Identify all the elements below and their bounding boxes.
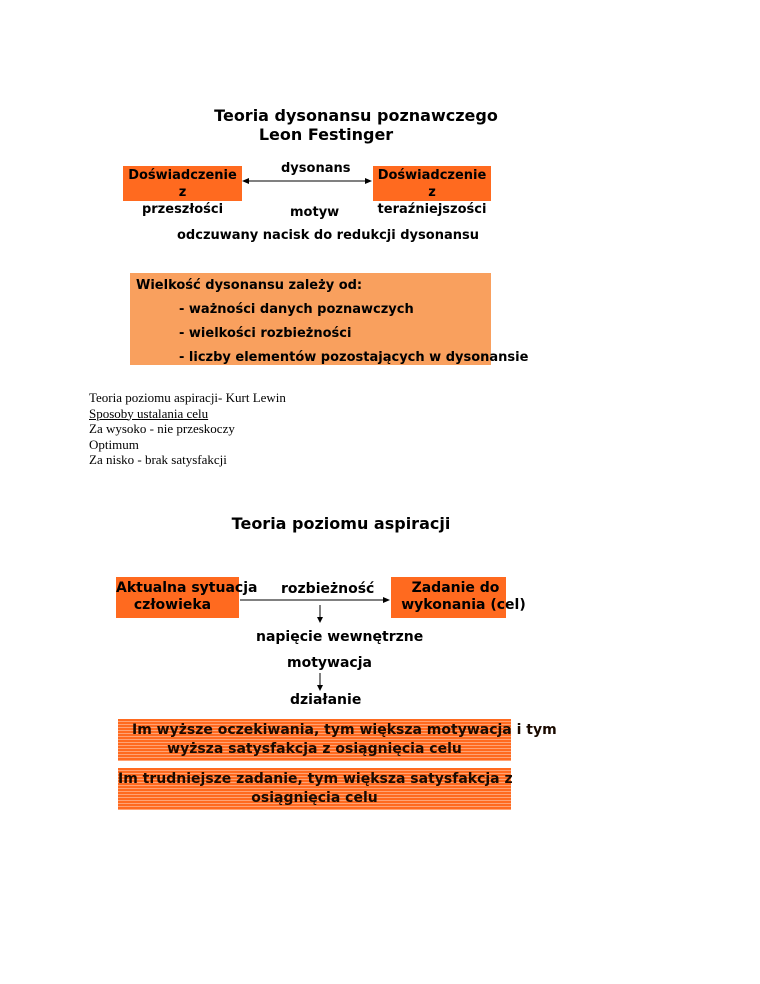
discrepancy-label: rozbieżność	[281, 581, 375, 597]
note-line: Za wysoko - nie przeskoczy	[89, 421, 235, 436]
dissonance-label: dysonans	[281, 161, 351, 176]
expectation-banner-line2: wyższa satysfakcja z osiągnięcia celu	[167, 741, 462, 757]
note-line: Za nisko - brak satysfakcji	[89, 452, 227, 467]
note-line-underlined: Sposoby ustalania celu	[89, 405, 209, 421]
expectation-banner-line1: Im wyższe oczekiwania, tym większa motywacja i tym	[132, 722, 557, 738]
motivation-label: motywacja	[287, 655, 372, 671]
motive-label: motyw	[290, 205, 340, 220]
current-situation-line1: Aktualna sytuacja	[116, 580, 258, 596]
difficulty-banner-line2: osiągnięcia celu	[251, 790, 378, 806]
task-goal-line1: Zadanie do	[411, 580, 500, 596]
note-line: Teoria poziomu aspiracji- Kurt Lewin	[89, 390, 286, 405]
panel-item: - liczby elementów pozostających w dysonansie	[179, 350, 529, 365]
lewin-title: Teoria poziomu aspiracji	[231, 514, 451, 533]
current-situation-line2: człowieka	[133, 597, 212, 613]
note-line: Optimum	[89, 436, 139, 452]
past-experience-line2: przeszłości	[141, 202, 224, 217]
difficulty-banner-line1: Im trudniejsze zadanie, tym większa satysfakcja z	[118, 771, 513, 787]
present-experience-line1: Doświadczenie z	[377, 168, 487, 200]
present-experience-line2: teraźniejszości	[377, 202, 487, 217]
reduction-pressure-label: odczuwany nacisk do redukcji dysonansu	[177, 228, 479, 243]
panel-heading: Wielkość dysonansu zależy od:	[136, 278, 363, 293]
festinger-title-line1: Teoria dysonansu poznawczego	[214, 106, 498, 125]
task-goal-line2: wykonania (cel)	[401, 597, 526, 613]
difficulty-banner	[118, 768, 511, 810]
panel-item: - ważności danych poznawczych	[179, 302, 414, 317]
tension-label: napięcie wewnętrzne	[256, 629, 424, 645]
festinger-title-line2: Leon Festinger	[258, 125, 394, 144]
action-label: działanie	[290, 692, 362, 708]
panel-item: - wielkości rozbieżności	[179, 326, 352, 341]
past-experience-line1: Doświadczenie z	[128, 168, 237, 200]
expectation-banner	[118, 719, 557, 761]
